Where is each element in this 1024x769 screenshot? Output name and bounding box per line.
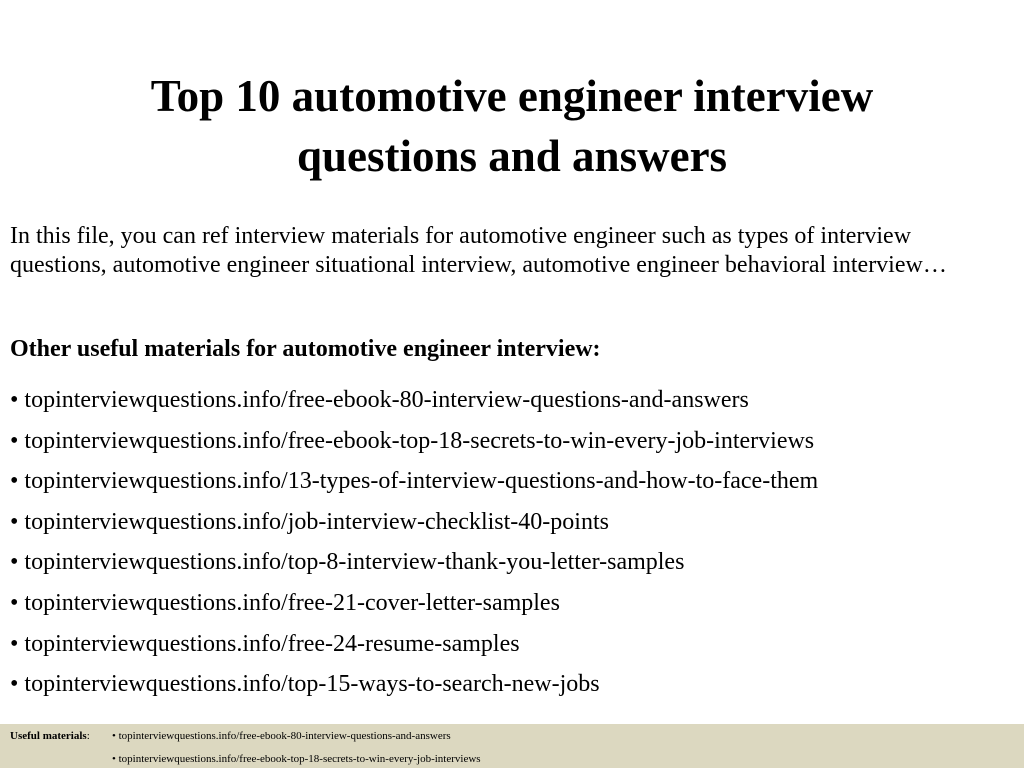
link-item: [10, 465, 818, 506]
bullet-icon: •: [112, 753, 116, 765]
material-link[interactable]: topinterviewquestions.info/free-21-cover-letter-samples: [24, 589, 560, 616]
bullet-icon: •: [10, 630, 19, 657]
footer-link[interactable]: topinterviewquestions.info/free-ebook-top-18-secrets-to-win-every-job-interviews: [118, 753, 481, 765]
material-link[interactable]: topinterviewquestions.info/job-interview-checklist-40-points: [24, 508, 609, 535]
slide-title: [40, 66, 984, 186]
bullet-icon: •: [112, 730, 116, 742]
materials-subheading: Other useful materials for automotive engineer interview:: [10, 336, 601, 362]
bullet-icon: •: [10, 427, 19, 454]
link-item: [10, 668, 818, 709]
footer-bar: [0, 724, 1024, 768]
link-item: [10, 628, 818, 669]
bullet-icon: •: [10, 589, 19, 616]
link-item: [10, 546, 818, 587]
material-link[interactable]: topinterviewquestions.info/top-15-ways-to-search-new-jobs: [24, 671, 600, 698]
footer-link-list: [112, 729, 481, 769]
link-item: [10, 425, 818, 466]
link-item: [10, 384, 818, 425]
bullet-icon: •: [10, 549, 19, 576]
footer-label-text: Useful materials: [10, 730, 87, 742]
material-link[interactable]: topinterviewquestions.info/13-types-of-interview-questions-and-how-to-face-them: [24, 468, 819, 495]
footer-link-item: [112, 749, 481, 769]
material-link[interactable]: topinterviewquestions.info/free-ebook-top-18-secrets-to-win-every-job-interviews: [24, 427, 815, 454]
footer-label-colon: :: [86, 730, 90, 742]
link-item: [10, 506, 818, 547]
link-item: [10, 587, 818, 628]
material-link[interactable]: topinterviewquestions.info/top-8-interview-thank-you-letter-samples: [24, 549, 685, 576]
footer-link[interactable]: topinterviewquestions.info/free-ebook-80-interview-questions-and-answers: [118, 730, 451, 742]
material-link[interactable]: topinterviewquestions.info/free-ebook-80-interview-questions-and-answers: [24, 387, 749, 413]
slide-title-line-1: Top 10 automotive engineer interview: [150, 71, 874, 121]
materials-link-list: [10, 384, 818, 709]
material-link[interactable]: topinterviewquestions.info/free-24-resume-samples: [24, 630, 520, 657]
footer-label: [10, 729, 90, 743]
bullet-icon: •: [10, 671, 19, 698]
bullet-icon: •: [10, 387, 19, 413]
intro-paragraph: In this file, you can ref interview materials for automotive engineer such as types of interview questions, automotive engineer situational interview, automotive engineer behavioral interview…: [10, 223, 947, 278]
slide-title-line-2: questions and answers: [296, 131, 728, 181]
bullet-icon: •: [10, 468, 19, 495]
bullet-icon: •: [10, 508, 19, 535]
footer-link-item: [112, 729, 481, 743]
